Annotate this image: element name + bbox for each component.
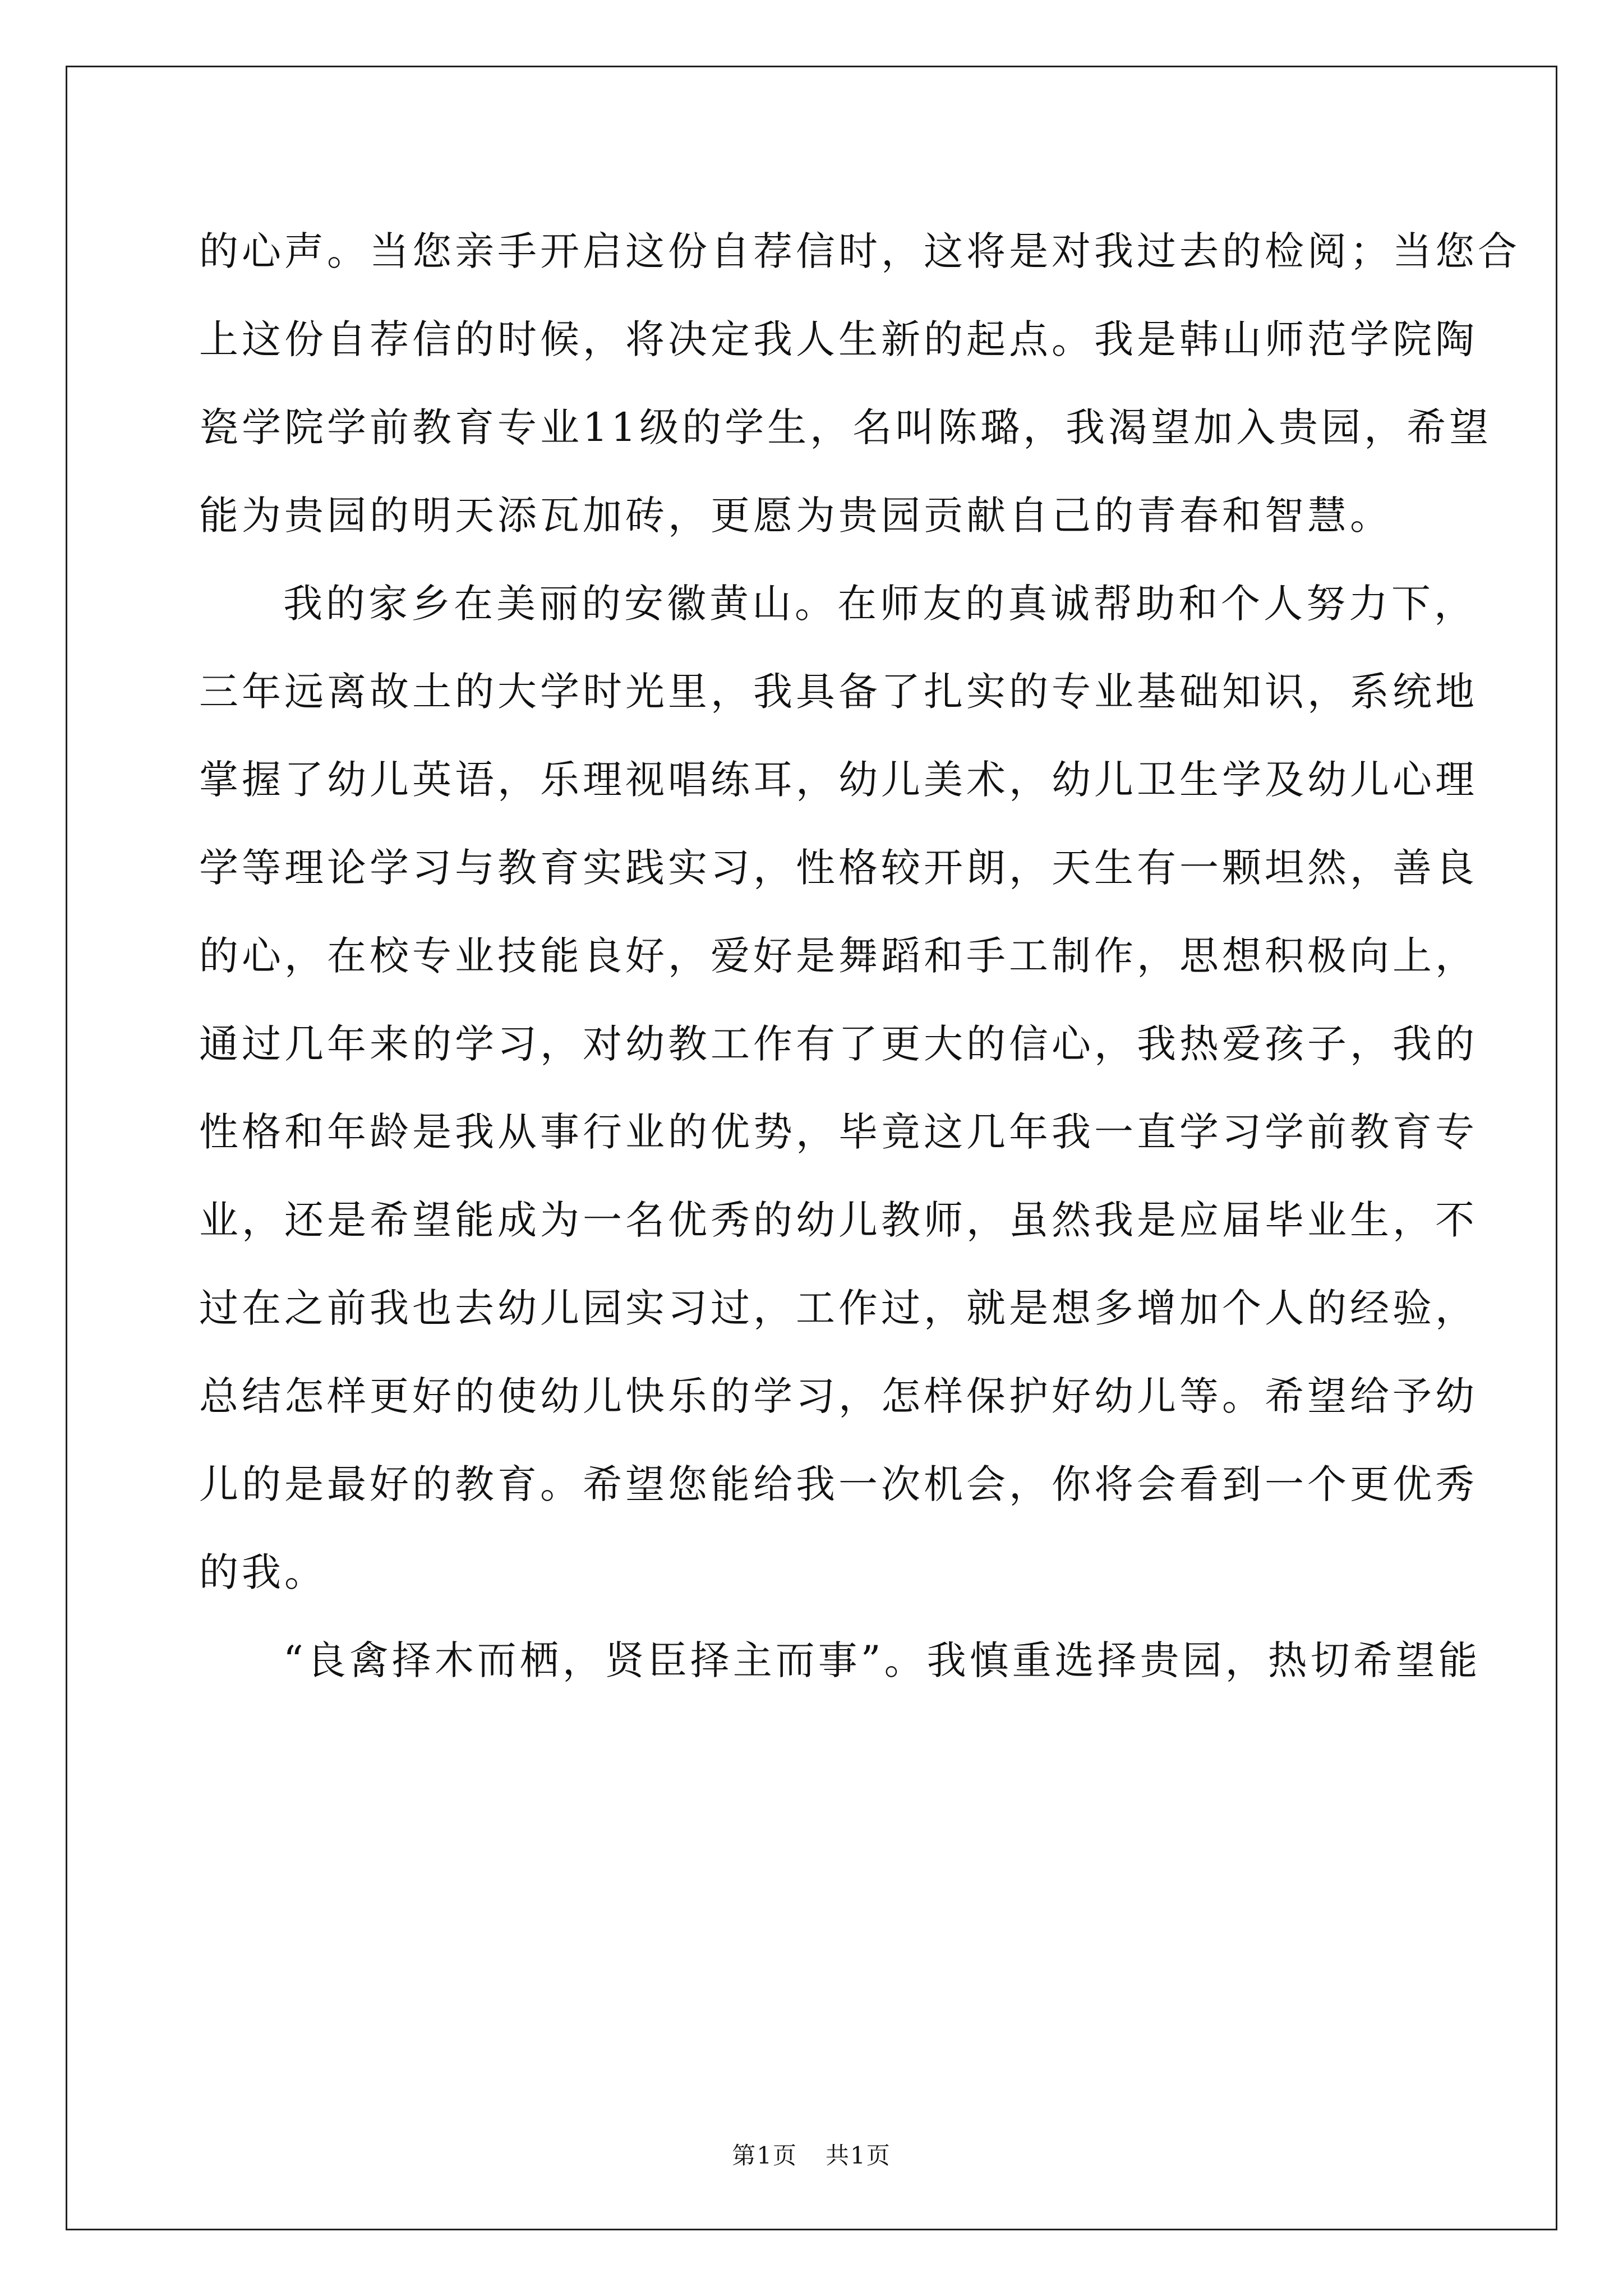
- text-line: 三年远离故土的大学时光里，我具备了扎实的专业基础知识，系统地: [199, 669, 1478, 715]
- text-line: 业，还是希望能成为一名优秀的幼儿教师，虽然我是应届毕业生，不: [199, 1197, 1478, 1243]
- paragraph-1: [199, 208, 1520, 560]
- text-line: 的心，在校专业技能良好，爱好是舞蹈和手工制作，思想积极向上，: [199, 933, 1478, 979]
- text-line: 过在之前我也去幼儿园实习过，工作过，就是想多增加个人的经验，: [199, 1285, 1478, 1331]
- text-line: 通过几年来的学习，对幼教工作有了更大的信心，我热爱孩子，我的: [199, 1021, 1478, 1067]
- paragraph-3: [199, 1617, 1481, 1705]
- page-number: 第1页: [732, 2142, 797, 2169]
- text-line: 掌握了幼儿英语，乐理视唱练耳，幼儿美术，幼儿卫生学及幼儿心理: [199, 757, 1478, 803]
- text-line: 的我。: [199, 1549, 327, 1595]
- text-line: 学等理论学习与教育实践实习，性格较开朗，天生有一颗坦然，善良: [199, 845, 1478, 891]
- text-line: “良禽择木而栖，贤臣择主而事”。我慎重选择贵园，热切希望能: [283, 1637, 1481, 1683]
- page-total: 共1页: [826, 2142, 891, 2169]
- page-footer: [0, 2137, 1623, 2171]
- text-line: 儿的是最好的教育。希望您能给我一次机会，你将会看到一个更优秀: [199, 1461, 1478, 1507]
- text-line: 我的家乡在美丽的安徽黄山。在师友的真诚帮助和个人努力下，: [283, 581, 1477, 627]
- text-line: 能为贵园的明天添瓦加砖，更愿为贵园贡献自己的青春和智慧。: [199, 493, 1393, 539]
- text-line: 的心声。当您亲手开启这份自荐信时，这将是对我过去的检阅；当您合: [199, 228, 1520, 274]
- text-line: 总结怎样更好的使幼儿快乐的学习，怎样保护好幼儿等。希望给予幼: [199, 1373, 1478, 1419]
- text-line: 上这份自荐信的时候，将决定我人生新的起点。我是韩山师范学院陶: [199, 316, 1478, 362]
- paragraph-2: [199, 560, 1478, 1617]
- document-body: [199, 208, 1520, 1705]
- text-line: 瓷学院学前教育专业11级的学生，名叫陈璐，我渴望加入贵园，希望: [199, 404, 1492, 450]
- text-line: 性格和年龄是我从事行业的优势，毕竟这几年我一直学习学前教育专: [199, 1109, 1478, 1155]
